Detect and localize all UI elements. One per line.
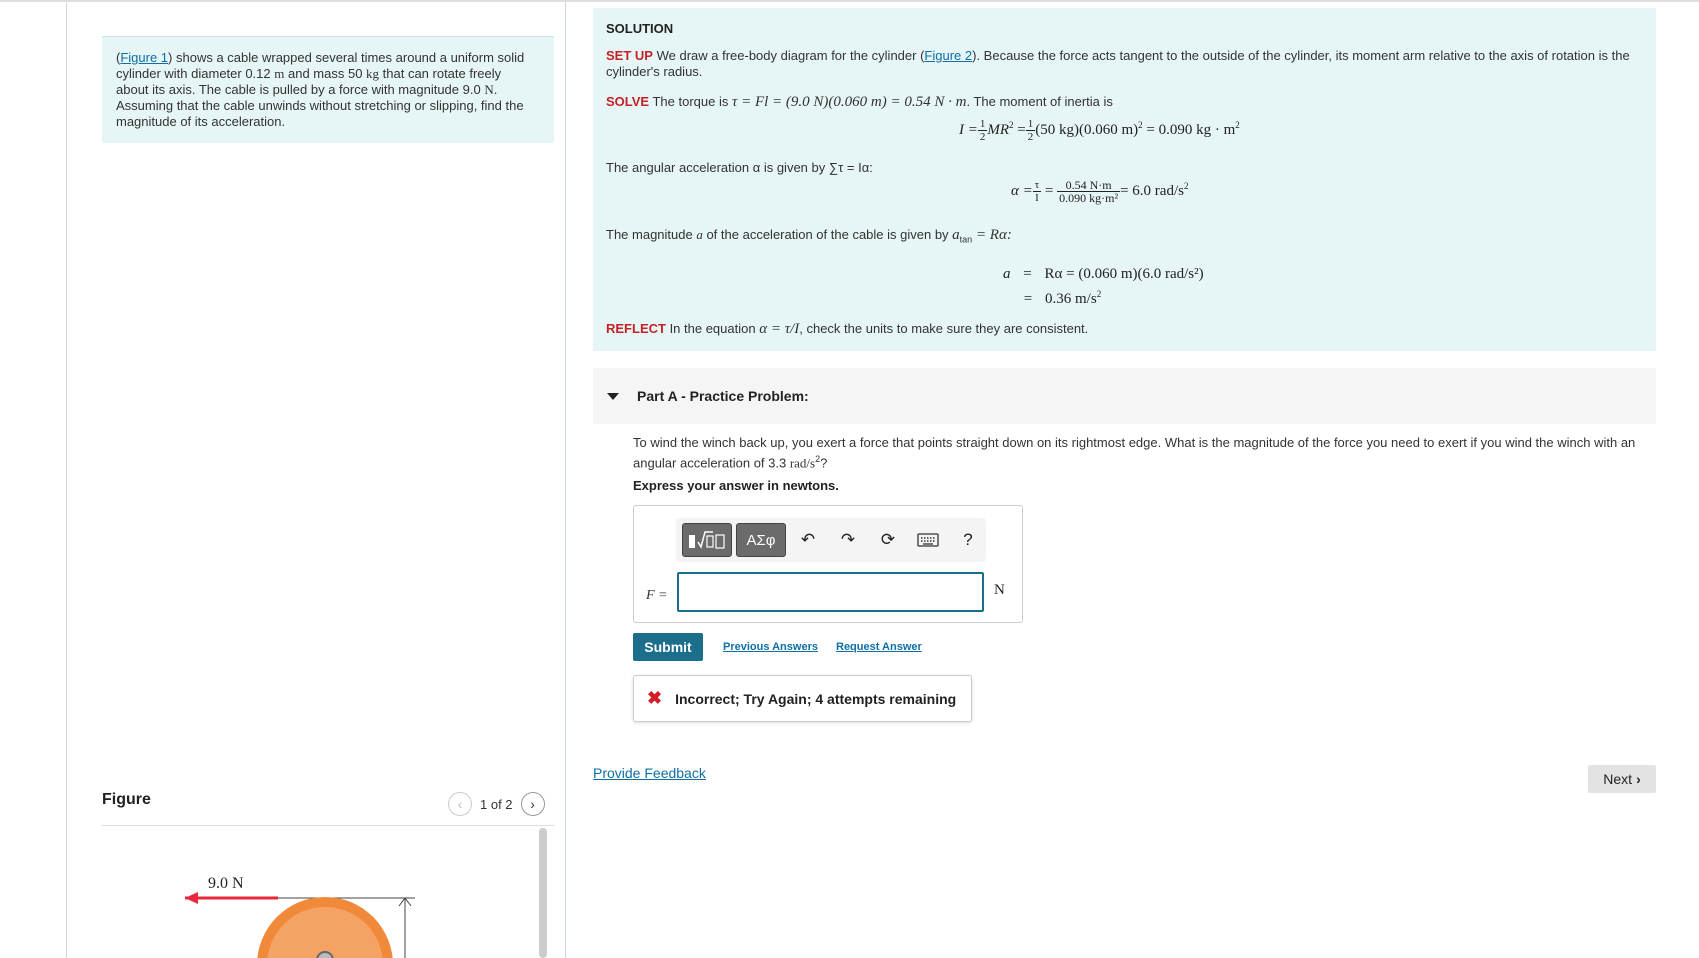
provide-feedback-link[interactable]: Provide Feedback xyxy=(593,765,706,781)
reflect-paragraph: REFLECT In the equation α = τ/I, check the units to make sure they are consistent. xyxy=(606,321,1089,337)
previous-answers-link[interactable]: Previous Answers xyxy=(723,641,818,653)
submit-button[interactable]: Submit xyxy=(633,633,703,661)
next-figure-button[interactable] xyxy=(521,792,545,816)
f-label: F = xyxy=(646,588,668,603)
inertia-equation: I = $\frac{1}{2}$ $MR^2$ = $\frac{1}{2}$ (50 kg)(0.060 m)$^2$ = 0.090 kg · $m^2$ xyxy=(959,118,1240,143)
keyboard-icon[interactable] xyxy=(910,523,946,557)
figure-cylinder-diagram xyxy=(180,860,420,958)
setup-paragraph: SET UP We draw a free-body diagram for the cylinder (Figure 2). Because the force acts tangent to the outside of the cylinder, its moment arm relative to the axis of rotation is the cylinder's radius. xyxy=(606,48,1630,79)
figure-pager xyxy=(448,792,545,816)
redo-icon[interactable]: ↷ xyxy=(840,530,856,549)
figure-2-link[interactable]: Figure 2 xyxy=(924,48,973,63)
chevron-right-icon: › xyxy=(530,796,535,812)
answer-input[interactable] xyxy=(677,572,984,612)
help-button[interactable]: ? xyxy=(963,530,973,549)
templates-button[interactable] xyxy=(682,523,732,557)
solution-panel xyxy=(593,8,1656,351)
next-button[interactable] xyxy=(1588,765,1656,793)
request-answer-link[interactable]: Request Answer xyxy=(836,641,922,653)
solution-heading: SOLUTION xyxy=(606,21,674,36)
undo-icon[interactable]: ↶ xyxy=(800,530,816,549)
prev-figure-button[interactable] xyxy=(448,792,472,816)
chevron-right-icon: › xyxy=(1636,771,1641,787)
figure-divider xyxy=(102,825,554,826)
collapse-triangle-icon[interactable] xyxy=(607,393,619,400)
answer-box xyxy=(633,505,1023,623)
top-border xyxy=(0,0,1699,2)
accel-line-2: = 0.36 $m/s^2$ xyxy=(1023,289,1102,307)
force-label: 9.0 N xyxy=(208,875,244,892)
figure-1-link[interactable]: Figure 1 xyxy=(120,50,169,65)
express-instruction: Express your answer in newtons. xyxy=(633,478,839,493)
math-toolbar xyxy=(676,518,986,562)
error-x-icon: ✖ xyxy=(647,688,663,708)
figure-title: Figure xyxy=(102,791,151,808)
reset-icon[interactable]: ⟳ xyxy=(880,530,896,549)
problem-statement: (Figure 1) shows a cable wrapped several times around a uniform solid cylinder with diameter 0.12 m and mass 50 kg that can rotate freely about its axis. The cable is pulled by a force with magnitude 9.0 N. Assuming that the cable unwinds without stretching or slipping, find the magnitude of its acceleration. xyxy=(102,36,554,143)
solve-paragraph: SOLVE The torque is τ = Fl = (9.0 N)(0.060 m) = 0.54 N · m. The moment of inertia is xyxy=(606,94,1113,110)
feedback-text: Incorrect; Try Again; 4 attempts remaining xyxy=(675,690,957,707)
accel-line-1: a = Rα = (0.060 m)(6.0 rad/s²) xyxy=(1003,266,1204,282)
figure-scrollbar[interactable] xyxy=(539,828,547,958)
column-divider xyxy=(565,2,566,958)
part-a-header[interactable] xyxy=(593,368,1656,424)
pager-text: 1 of 2 xyxy=(480,796,513,812)
chevron-left-icon: ‹ xyxy=(457,796,463,812)
next-label: Next xyxy=(1603,771,1633,787)
arrowhead xyxy=(185,892,198,904)
keyboard-shape xyxy=(917,533,939,547)
part-a-title: Part A - Practice Problem: xyxy=(637,388,809,404)
angular-paragraph: The angular acceleration α is given by ∑τ = Iα: xyxy=(606,160,873,175)
cable-paragraph: The magnitude a of the acceleration of the cable is given by $a_{tan} = R\alpha$: xyxy=(606,227,1012,245)
feedback-message xyxy=(633,675,972,722)
greek-symbols-button[interactable]: ΑΣφ xyxy=(736,523,786,557)
alpha-equation: α = $\frac{\tau}{I}$ = $\frac{0.54 N\cdot m}{\text{0.090 kg·m²}}$ = 6.0 rad/$s^2$ xyxy=(1011,178,1189,205)
templates-icon xyxy=(687,529,727,551)
left-rule xyxy=(66,2,67,958)
unit-label: N xyxy=(994,582,1005,598)
practice-question: To wind the winch back up, you exert a force that points straight down on its rightmost edge. What is the magnitude of the force you need to exert if you wind the winch with an angular acceleration of 3.3 rad/$s^2$? xyxy=(633,435,1636,471)
